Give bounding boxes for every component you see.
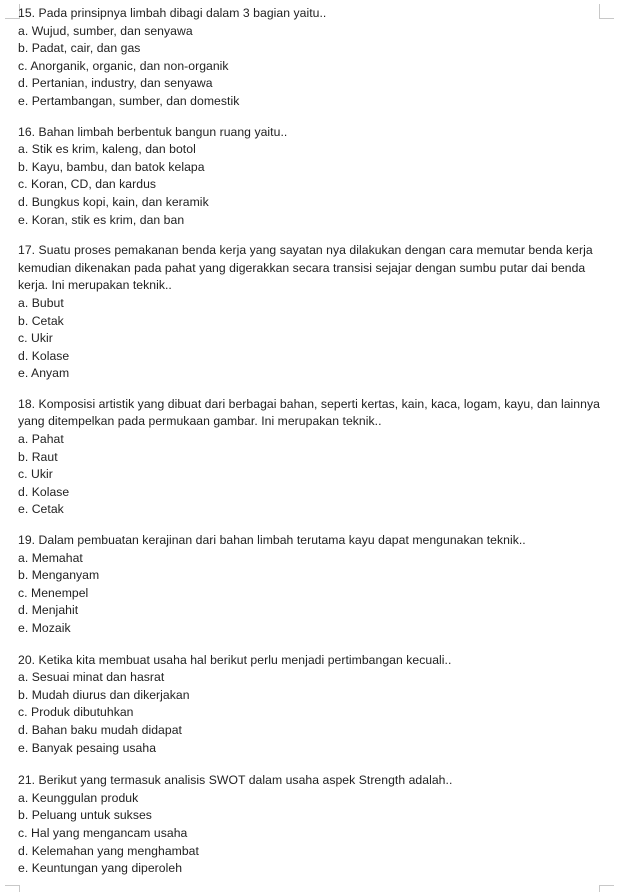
question-20	[18, 652, 608, 758]
option-a: a. Keunggulan produk	[18, 790, 139, 805]
question-text: 21. Berikut yang termasuk analisis SWOT dalam usaha aspek Strength adalah..	[18, 773, 453, 788]
option-b: b. Cetak	[18, 313, 64, 328]
option-b: b. Raut	[18, 449, 58, 464]
option-b: b. Kayu, bambu, dan batok kelapa	[18, 159, 205, 174]
option-d: d. Menjahit	[18, 603, 79, 618]
option-d: d. Kolase	[18, 484, 70, 499]
option-e: e. Pertambangan, sumber, dan domestik	[18, 93, 240, 108]
option-e: e. Anyam	[18, 366, 70, 381]
option-c: c. Koran, CD, dan kardus	[18, 177, 157, 192]
question-text: 18. Komposisi artistik yang dibuat dari berbagai bahan, seperti kertas, kain, kaca, logam, kayu, dan lainnya yang ditempelkan pada permukaan gambar. Ini merupakan teknik..	[18, 396, 600, 429]
option-a: a. Memahat	[18, 550, 83, 565]
option-d: d. Kolase	[18, 348, 70, 363]
question-18	[18, 396, 608, 519]
option-a: a. Bubut	[18, 295, 64, 310]
option-d: d. Kelemahan yang menghambat	[18, 843, 199, 858]
question-15	[18, 5, 608, 111]
option-c: c. Anorganik, organic, dan non-organik	[18, 58, 229, 73]
option-e: e. Banyak pesaing usaha	[18, 740, 157, 755]
option-e: e. Keuntungan yang diperoleh	[18, 861, 183, 876]
question-text: 16. Bahan limbah berbentuk bangun ruang yaitu..	[18, 124, 288, 139]
question-19	[18, 532, 608, 638]
option-d: d. Bahan baku mudah didapat	[18, 722, 182, 737]
option-c: c. Ukir	[18, 331, 53, 346]
option-c: c. Hal yang mengancam usaha	[18, 825, 188, 840]
option-c: c. Menempel	[18, 585, 89, 600]
option-a: a. Pahat	[18, 432, 64, 447]
question-17	[18, 242, 608, 383]
option-b: b. Padat, cair, dan gas	[18, 41, 141, 56]
question-list	[18, 5, 608, 891]
option-e: e. Koran, stik es krim, dan ban	[18, 212, 185, 227]
question-21	[18, 772, 608, 878]
question-text: 17. Suatu proses pemakanan benda kerja yang sayatan nya dilakukan dengan cara memutar benda kerja kemudian dikenakan pada pahat yang digerakkan secara transisi sejajar dengan sumbu putar dai benda kerja. Ini merupakan teknik..	[18, 243, 593, 293]
option-a: a. Stik es krim, kaleng, dan botol	[18, 142, 196, 157]
option-a: a. Wujud, sumber, dan senyawa	[18, 23, 193, 38]
option-c: c. Produk dibutuhkan	[18, 705, 134, 720]
question-text: 15. Pada prinsipnya limbah dibagi dalam 3 bagian yaitu..	[18, 6, 327, 20]
option-a: a. Sesuai minat dan hasrat	[18, 670, 165, 685]
option-b: b. Menganyam	[18, 568, 100, 583]
option-c: c. Ukir	[18, 467, 53, 482]
option-e: e. Cetak	[18, 502, 64, 517]
option-d: d. Pertanian, industry, dan senyawa	[18, 76, 213, 91]
question-text: 20. Ketika kita membuat usaha hal berikut perlu menjadi pertimbangan kecuali..	[18, 652, 452, 667]
option-e: e. Mozaik	[18, 621, 71, 635]
option-b: b. Mudah diurus dan dikerjakan	[18, 687, 190, 702]
option-d: d. Bungkus kopi, kain, dan keramik	[18, 194, 209, 209]
option-b: b. Peluang untuk sukses	[18, 808, 152, 823]
question-16	[18, 124, 608, 230]
question-text: 19. Dalam pembuatan kerajinan dari bahan limbah terutama kayu dapat mengunakan teknik..	[18, 533, 526, 548]
